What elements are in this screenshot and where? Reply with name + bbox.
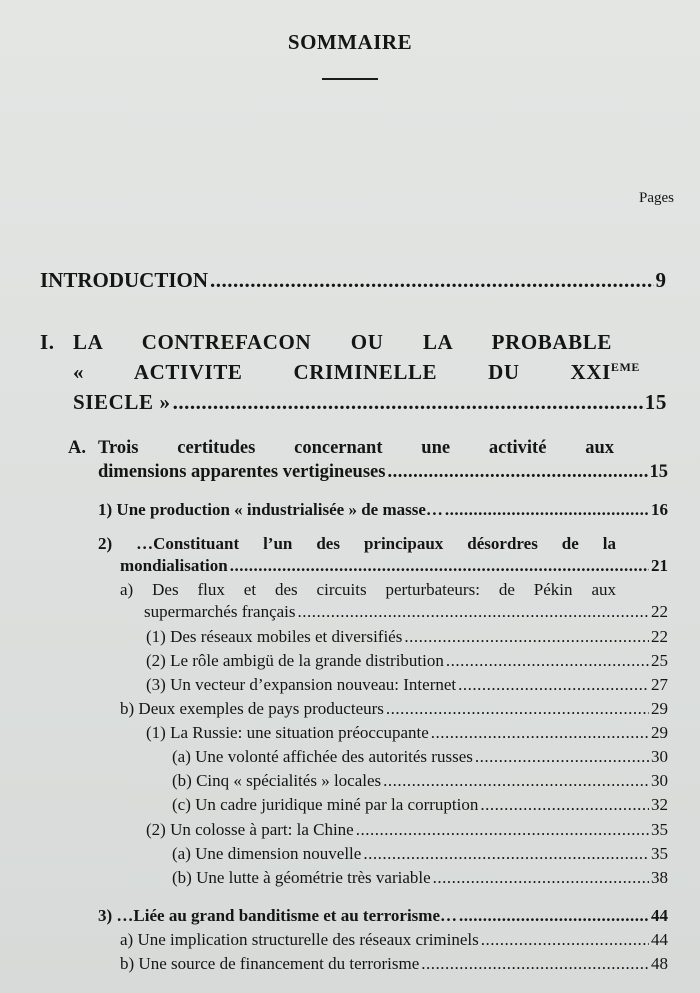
leader-dots bbox=[298, 602, 649, 622]
toc-page-number: 15 bbox=[649, 462, 668, 482]
leader-dots bbox=[383, 771, 649, 791]
toc-marker: I. bbox=[40, 330, 55, 354]
toc-page-number: 30 bbox=[651, 771, 668, 790]
toc-entry-item-2a3 bbox=[146, 675, 668, 695]
toc-label-line: Trois certitudes concernant une activité aux bbox=[98, 438, 614, 458]
leader-dots bbox=[481, 930, 649, 950]
toc-page-number: 29 bbox=[651, 723, 668, 742]
toc-label-line bbox=[73, 390, 667, 415]
toc-entry-item-3a bbox=[120, 930, 668, 950]
toc-entry-item-3 bbox=[98, 906, 668, 926]
toc-page-number: 22 bbox=[651, 602, 668, 621]
leader-dots bbox=[459, 906, 649, 926]
toc-marker: A. bbox=[68, 438, 86, 458]
toc-entry-item-2b2b bbox=[172, 868, 668, 888]
toc-label: (1) Des réseaux mobiles et diversifiés bbox=[146, 627, 403, 646]
toc-page-number: 16 bbox=[651, 500, 668, 519]
leader-dots bbox=[404, 627, 649, 647]
toc-label: b) Une source de financement du terrorisme bbox=[120, 954, 420, 973]
leader-dots bbox=[446, 651, 649, 671]
toc-page-number: 32 bbox=[651, 795, 668, 814]
toc-page-number: 44 bbox=[651, 906, 668, 925]
toc-label: INTRODUCTION bbox=[40, 268, 209, 292]
toc-label: (1) La Russie: une situation préoccupante bbox=[146, 723, 429, 742]
toc-label: b) Deux exemples de pays producteurs bbox=[120, 699, 384, 718]
toc-page-number: 15 bbox=[644, 390, 667, 414]
toc-entry-item-2b bbox=[120, 699, 668, 719]
toc-label-line: LA CONTREFACON OU LA PROBABLE bbox=[73, 330, 612, 354]
toc-entry-item-2b1c bbox=[172, 795, 668, 815]
toc-label: dimensions apparentes vertigineuses bbox=[98, 462, 386, 482]
leader-dots bbox=[386, 699, 649, 719]
toc-entry-introduction bbox=[40, 268, 666, 293]
leader-dots bbox=[475, 747, 649, 767]
leader-dots bbox=[173, 390, 643, 415]
toc-entry-item-2b2 bbox=[146, 820, 668, 840]
page-title: SOMMAIRE bbox=[287, 30, 413, 54]
toc-page-number: 27 bbox=[651, 675, 668, 694]
toc-label: mondialisation bbox=[120, 556, 228, 575]
toc-page-number: 35 bbox=[651, 844, 668, 863]
leader-dots bbox=[458, 675, 649, 695]
leader-dots bbox=[480, 795, 649, 815]
leader-dots bbox=[431, 723, 649, 743]
leader-dots bbox=[210, 268, 653, 293]
toc-label: a) Une implication structurelle des réseaux criminels bbox=[120, 930, 479, 949]
toc-label-line: a) Des flux et des circuits perturbateurs: de Pékin aux bbox=[120, 580, 616, 599]
toc-page-number: 21 bbox=[651, 556, 668, 575]
toc-entry-item-3b bbox=[120, 954, 668, 974]
toc-entry-item-2a2 bbox=[146, 651, 668, 671]
toc-label: 1) Une production « industrialisée » de masse… bbox=[98, 500, 443, 519]
toc-page-number: 38 bbox=[651, 868, 668, 887]
toc-page-number: 22 bbox=[651, 627, 668, 646]
leader-dots bbox=[356, 820, 649, 840]
leader-dots bbox=[421, 954, 649, 974]
toc-label: (b) Une lutte à géométrie très variable bbox=[172, 868, 431, 887]
toc-entry-item-2a1 bbox=[146, 627, 668, 647]
toc-page-number: 35 bbox=[651, 820, 668, 839]
toc-label: (b) Cinq « spécialités » locales bbox=[172, 771, 382, 790]
toc-page-number: 30 bbox=[651, 747, 668, 766]
leader-dots bbox=[230, 556, 649, 576]
title-divider bbox=[322, 78, 378, 80]
toc-label-text: « ACTIVITE CRIMINELLE DU XXI bbox=[73, 360, 611, 384]
toc-label: supermarchés français bbox=[144, 602, 296, 621]
toc-page-number: 48 bbox=[651, 954, 668, 973]
toc-label: (2) Un colosse à part: la Chine bbox=[146, 820, 354, 839]
toc-page-number: 29 bbox=[651, 699, 668, 718]
leader-dots bbox=[433, 868, 649, 888]
toc-label: 3) …Liée au grand banditisme et au terrorisme… bbox=[98, 906, 458, 925]
toc-page-number: 44 bbox=[651, 930, 668, 949]
superscript: EME bbox=[610, 360, 640, 374]
pages-column-label: Pages bbox=[639, 190, 674, 206]
toc-label-line bbox=[120, 556, 668, 576]
toc-page-number: 9 bbox=[655, 268, 666, 292]
leader-dots bbox=[445, 500, 649, 520]
leader-dots bbox=[387, 462, 647, 483]
toc-label: (a) Une volonté affichée des autorités russes bbox=[172, 747, 473, 766]
toc-label-line bbox=[144, 602, 668, 622]
toc-label: (2) Le rôle ambigü de la grande distribution bbox=[146, 651, 444, 670]
toc-label-line: 2) …Constituant l’un des principaux désordres de la bbox=[98, 534, 616, 553]
toc-label-line bbox=[98, 462, 668, 483]
toc-entry-item-2b1b bbox=[172, 771, 668, 791]
toc-page-number: 25 bbox=[651, 651, 668, 670]
toc-entry-item-1 bbox=[98, 500, 668, 520]
toc-label: (3) Un vecteur d’expansion nouveau: Internet bbox=[146, 675, 457, 694]
leader-dots bbox=[363, 844, 649, 864]
toc-label-line bbox=[73, 360, 640, 385]
toc-label: (c) Un cadre juridique miné par la corruption bbox=[172, 795, 479, 814]
toc-label: (a) Une dimension nouvelle bbox=[172, 844, 362, 863]
toc-entry-item-2b2a bbox=[172, 844, 668, 864]
toc-label: SIECLE » bbox=[73, 390, 171, 414]
toc-entry-item-2b1a bbox=[172, 747, 668, 767]
toc-entry-item-2b1 bbox=[146, 723, 668, 743]
